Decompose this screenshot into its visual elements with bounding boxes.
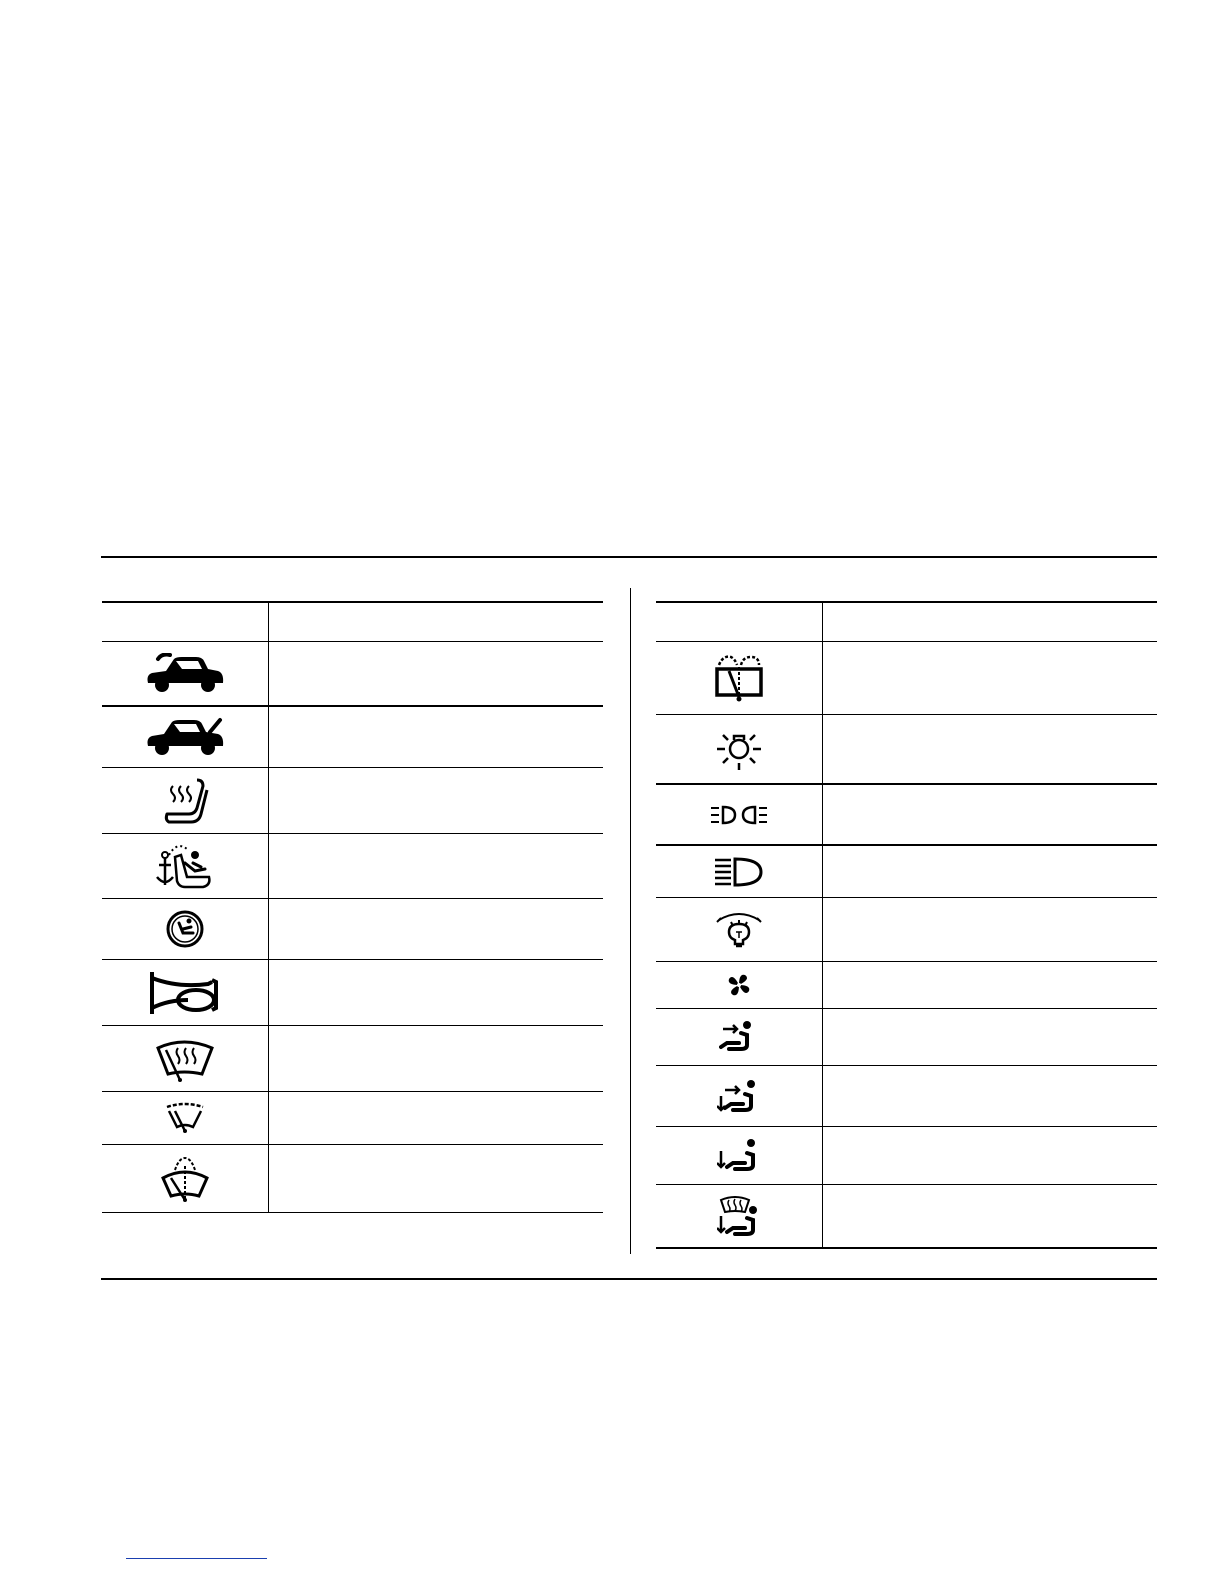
dome-lamp-icon [656,715,822,783]
high-beam-icon [656,846,822,897]
footer-link-underline[interactable] [126,1558,267,1559]
right-table-bottom-border [656,1247,1157,1249]
column-divider [630,588,631,1254]
parking-lamps-icon [656,785,822,844]
defog-mode-icon [656,1185,822,1247]
left-table-col-divider [268,602,269,1213]
instrument-panel-brightness-icon [656,898,822,961]
left-table-top-border [102,601,603,603]
seatbelt-reminder-icon [102,899,268,959]
right-table-top-border [656,601,1157,603]
heated-seat-icon [102,768,268,833]
bi-level-mode-icon [656,1066,822,1126]
vent-mode-icon [656,1009,822,1065]
bottom-rule [101,1278,1157,1280]
child-seat-anchor-icon [102,834,268,898]
trunk-release-icon [102,643,268,705]
horn-icon [102,960,268,1025]
fan-icon [656,962,822,1008]
rear-washer-icon [656,642,822,714]
windshield-wiper-icon [102,1092,268,1144]
left-table-header-border [102,641,603,642]
trunk-open-icon [102,707,268,767]
top-rule [101,556,1157,558]
windshield-defrost-icon [102,1026,268,1091]
left-table-bottom-border [102,1212,603,1213]
right-table-col-divider [822,602,823,1248]
floor-mode-icon [656,1127,822,1184]
windshield-washer-icon [102,1145,268,1212]
